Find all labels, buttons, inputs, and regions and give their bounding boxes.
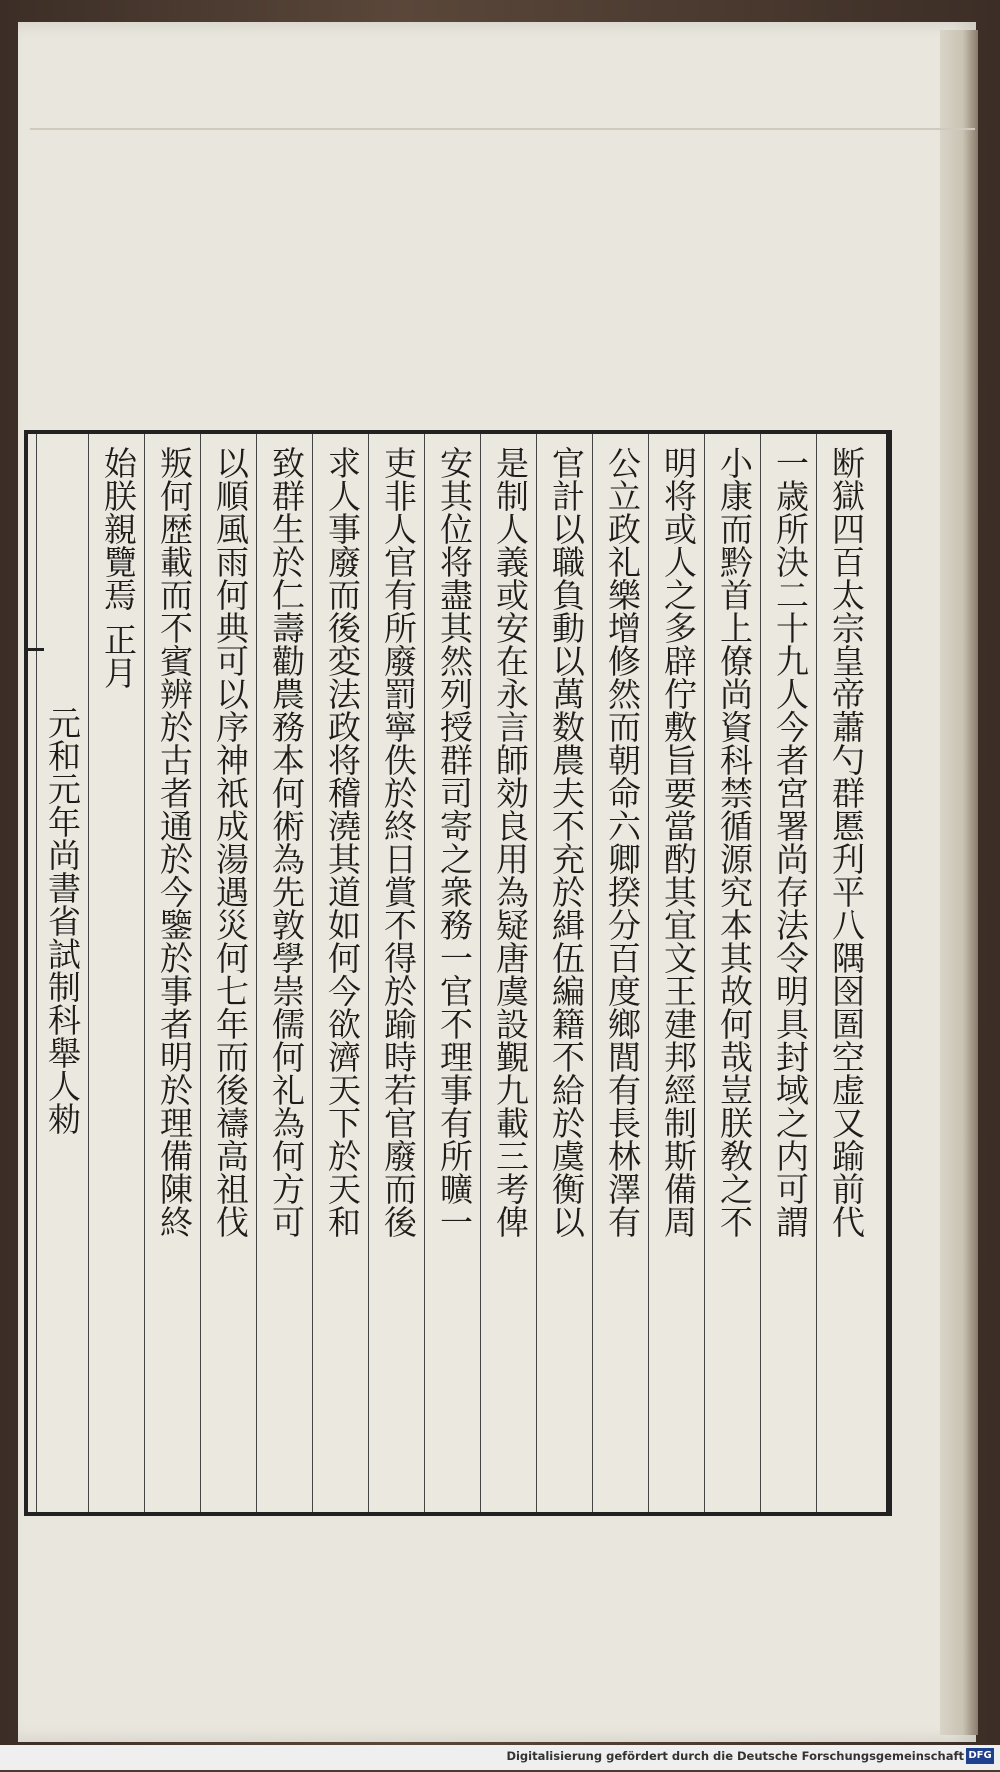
column-text: 是制人義或安在永言師効良用為疑唐虞設覲九載三考俾 <box>491 446 530 1238</box>
column-rule <box>480 434 481 1512</box>
column-rule <box>592 434 593 1512</box>
column-rule <box>256 434 257 1512</box>
column-rule <box>312 434 313 1512</box>
text-column-13 <box>152 434 196 1512</box>
text-frame <box>24 430 892 1516</box>
text-column-10 <box>320 434 364 1512</box>
text-column-12 <box>208 434 252 1512</box>
dfg-logo-icon: DFG <box>966 1748 994 1764</box>
column-text: 官計以職負動以萬数農夫不充於緝伍編籍不給於虞衡以 <box>547 446 586 1238</box>
column-rule <box>368 434 369 1512</box>
text-column-5 <box>600 434 644 1512</box>
page-edge <box>940 30 978 1735</box>
column-text: 断獄四百太宗皇帝蕭勺群慝刋平八隅囹圄空虚又踰前代 <box>827 446 866 1238</box>
footer-bar <box>0 1745 1000 1770</box>
column-text: 明将或人之多辟佇敷旨要當酌其宜文王建邦經制斯備周 <box>659 446 698 1238</box>
text-column-11 <box>264 434 308 1512</box>
fold-mark <box>24 648 44 673</box>
text-column-7 <box>488 434 532 1512</box>
column-text: 叛何歴載而不賓辨於古者通於今鑒於事者明於理備陳終 <box>155 446 194 1238</box>
column-rule <box>88 434 89 1512</box>
text-column-14 <box>96 434 140 1512</box>
small-note: 正月 <box>99 623 138 689</box>
column-rule <box>648 434 649 1512</box>
text-column-8 <box>432 434 476 1512</box>
column-text: 始朕親覽焉 <box>99 446 138 611</box>
column-rule <box>144 434 145 1512</box>
text-column-3 <box>712 434 756 1512</box>
column-text: 求人事廢而後変法政将稽澆其道如何今欲濟天下於天和 <box>323 446 362 1238</box>
column-text: 吏非人官有所廢罰寧佚於終日賞不得於踰時若官廢而後 <box>379 446 418 1238</box>
column-text: 致群生於仁壽勸農務本何術為先敦學崇儒何礼為何方可 <box>267 446 306 1238</box>
column-text: 一歳所決二十九人今者宮署尚存法令明具封域之内可謂 <box>771 446 810 1238</box>
column-rule <box>816 434 817 1512</box>
text-column-1 <box>824 434 868 1512</box>
column-rule <box>200 434 201 1512</box>
text-column-2 <box>768 434 812 1512</box>
column-text: 元和元年尚書省試制科舉人勑 <box>43 706 82 1135</box>
footer-credit: Digitalisierung gefördert durch die Deutsche Forschungsgemeinschaft <box>506 1749 964 1763</box>
column-rule <box>536 434 537 1512</box>
column-text: 公立政礼樂增修然而朝命六卿揆分百度鄉閭有長林澤有 <box>603 446 642 1238</box>
column-text: 以順風雨何典可以序神祇成湯遇災何七年而後禱高祖伐 <box>211 446 250 1238</box>
column-text: 安其位将盡其然列授群司寄之衆務一官不理事有所曠一 <box>435 446 474 1238</box>
column-text: 小康而黔首上僚尚資科禁循源究本其故何哉豈朕敎之不 <box>715 446 754 1238</box>
column-rule <box>36 434 37 1512</box>
text-column-6 <box>544 434 588 1512</box>
paste-line <box>30 128 975 130</box>
text-column-9 <box>376 434 420 1512</box>
column-rule <box>704 434 705 1512</box>
column-rule <box>424 434 425 1512</box>
text-column-15 <box>40 694 84 1772</box>
text-column-4 <box>656 434 700 1512</box>
column-rule <box>760 434 761 1512</box>
